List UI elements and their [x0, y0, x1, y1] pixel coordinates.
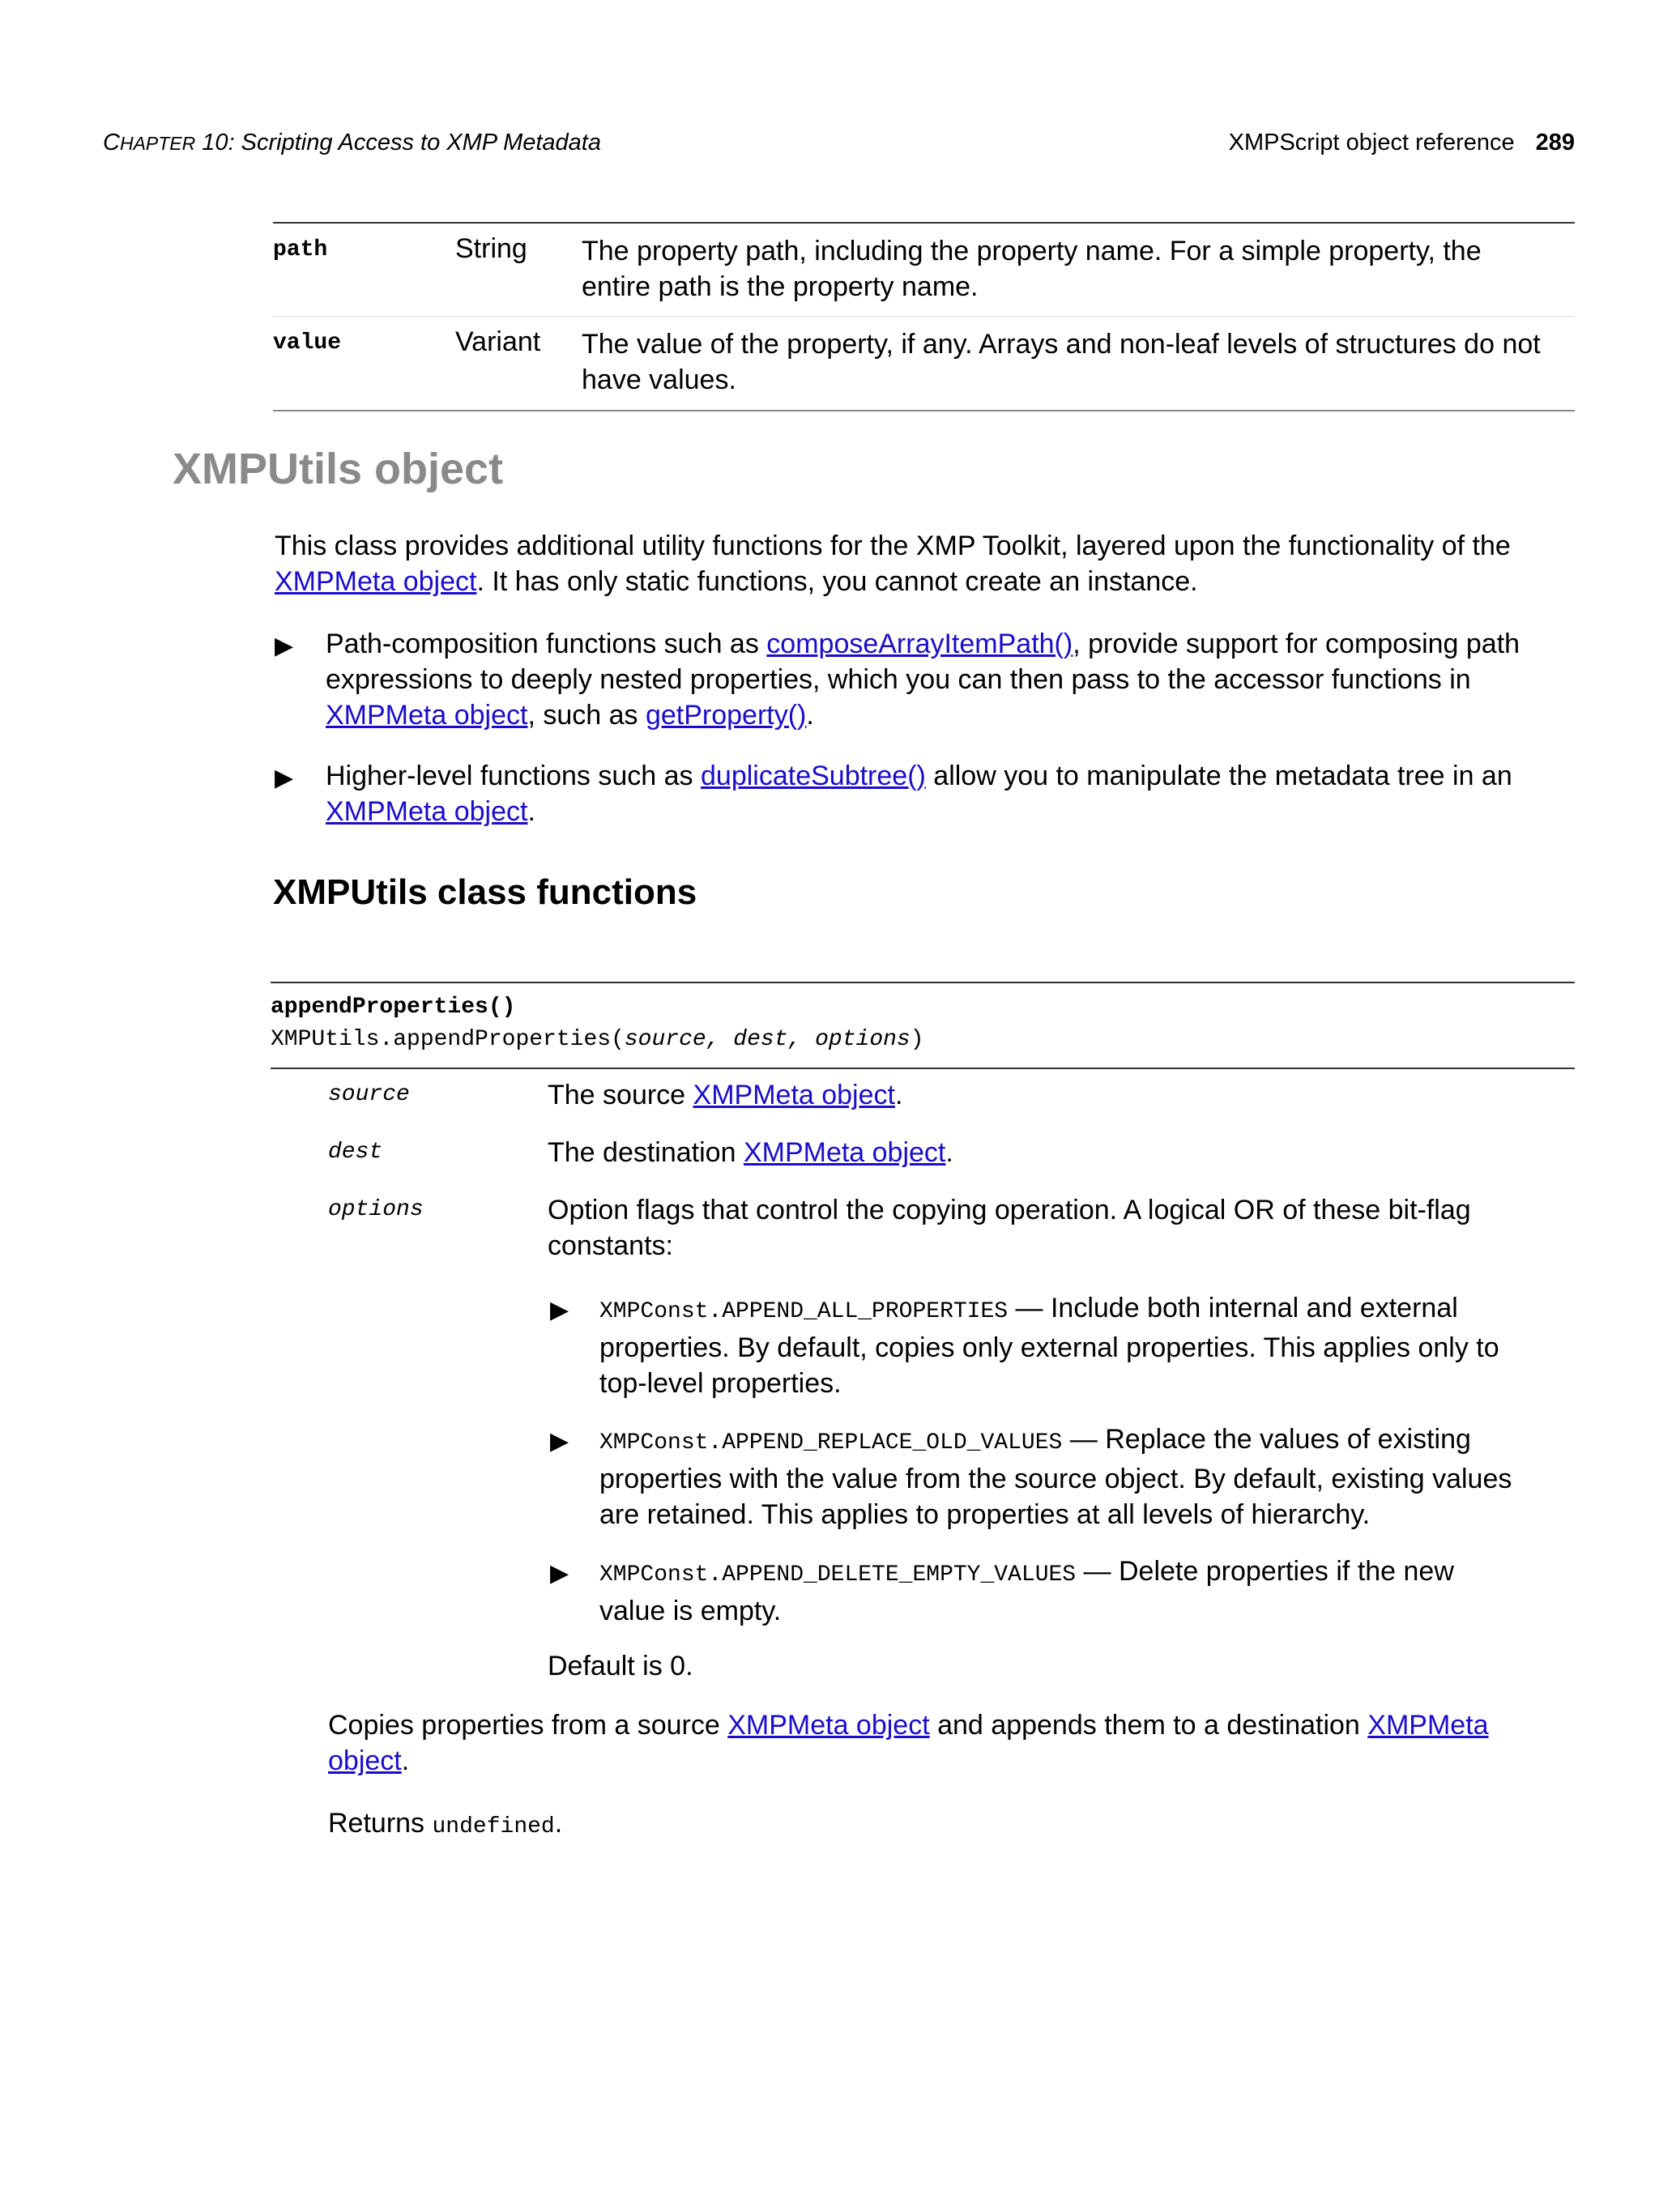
prop-name-path: path — [273, 237, 328, 262]
duplicate-subtree-link[interactable]: duplicateSubtree() — [701, 761, 926, 791]
param-name-options: options — [328, 1197, 424, 1222]
bullet-arrow-icon: ▶ — [275, 633, 294, 659]
table-top-rule — [273, 222, 1575, 224]
prop-type-path: String — [455, 233, 527, 264]
bullet-arrow-icon: ▶ — [550, 1297, 569, 1323]
bullet-arrow-icon: ▶ — [550, 1560, 569, 1587]
function-description: Copies properties from a source XMPMeta object and appends them to a destination XMPMeta object. — [328, 1710, 1489, 1776]
compose-array-item-path-link[interactable]: composeArrayItemPath() — [766, 629, 1073, 659]
flag-append-replace-old-values: XMPConst.APPEND_REPLACE_OLD_VALUES — Replace the values of existing properties with the value from the source object. By default, existing values are retained. This applies to properties at all levels of hierarchy. — [599, 1424, 1512, 1530]
xmpmeta-object-link[interactable]: XMPMeta object — [275, 566, 477, 597]
param-name-dest: dest — [328, 1140, 383, 1165]
get-property-link[interactable]: getProperty() — [645, 700, 807, 731]
bullet-arrow-icon: ▶ — [275, 765, 294, 791]
table-bottom-rule — [273, 410, 1575, 411]
bullet-higher-level: Higher-level functions such as duplicateSubtree() allow you to manipulate the metadata tree in an XMPMeta object. — [326, 761, 1512, 827]
bullet-arrow-icon: ▶ — [550, 1428, 569, 1455]
prop-type-value: Variant — [455, 326, 541, 357]
section-header: XMPScript object reference — [1228, 130, 1515, 156]
param-desc-options: Option flags that control the copying operation. A logical OR of these bit-flag constants: — [548, 1195, 1471, 1261]
table-row-divider — [273, 316, 1575, 317]
flag-append-all-properties: XMPConst.APPEND_ALL_PROPERTIES — Include both internal and external properties. By default, copies only external properties. This applies only to top-level properties. — [599, 1293, 1499, 1399]
xmpmeta-object-link[interactable]: object — [328, 1745, 402, 1776]
function-sig-rule — [271, 1068, 1575, 1069]
page-number: 289 — [1535, 130, 1575, 156]
chapter-header: CHAPTER 10: Scripting Access to XMP Metadata — [103, 130, 601, 156]
prop-desc-path: The property path, including the property name. For a simple property, the entire path is the property name. — [582, 236, 1482, 302]
function-returns: Returns undefined. — [328, 1808, 563, 1839]
xmpmeta-object-link[interactable]: XMPMeta object — [326, 700, 528, 731]
function-top-rule — [271, 982, 1575, 983]
flag-append-delete-empty-values: XMPConst.APPEND_DELETE_EMPTY_VALUES — Delete properties if the new value is empty. — [599, 1556, 1454, 1626]
bullet-path-composition: Path-composition functions such as composeArrayItemPath(), provide support for composing path expressions to deeply nested properties, which you can then pass to the accessor functions in XMPMeta object, such as getProperty(). — [326, 629, 1520, 731]
options-default: Default is 0. — [548, 1651, 693, 1681]
intro-paragraph: This class provides additional utility functions for the XMP Toolkit, layered upon the functionality of the XMPMeta object. It has only static functions, you cannot create an instance. — [275, 531, 1511, 597]
subsection-title: XMPUtils class functions — [273, 872, 697, 912]
prop-desc-value: The value of the property, if any. Arrays and non-leaf levels of structures do not have values. — [582, 329, 1541, 395]
function-name: appendProperties() — [271, 995, 516, 1020]
xmpmeta-object-link[interactable]: XMPMeta object — [693, 1080, 895, 1110]
xmpmeta-object-link[interactable]: XMPMeta object — [326, 796, 528, 827]
xmpmeta-object-link[interactable]: XMPMeta — [1367, 1710, 1489, 1741]
param-name-source: source — [328, 1082, 410, 1107]
param-desc-source: The source XMPMeta object. — [548, 1080, 903, 1110]
function-signature: XMPUtils.appendProperties(source, dest, options) — [271, 1027, 924, 1052]
prop-name-value: value — [273, 330, 342, 356]
xmpmeta-object-link[interactable]: XMPMeta object — [727, 1710, 930, 1741]
xmpmeta-object-link[interactable]: XMPMeta object — [743, 1137, 946, 1168]
page-header-right — [1229, 130, 1575, 156]
param-desc-dest: The destination XMPMeta object. — [548, 1137, 953, 1168]
section-title: XMPUtils object — [173, 445, 504, 493]
